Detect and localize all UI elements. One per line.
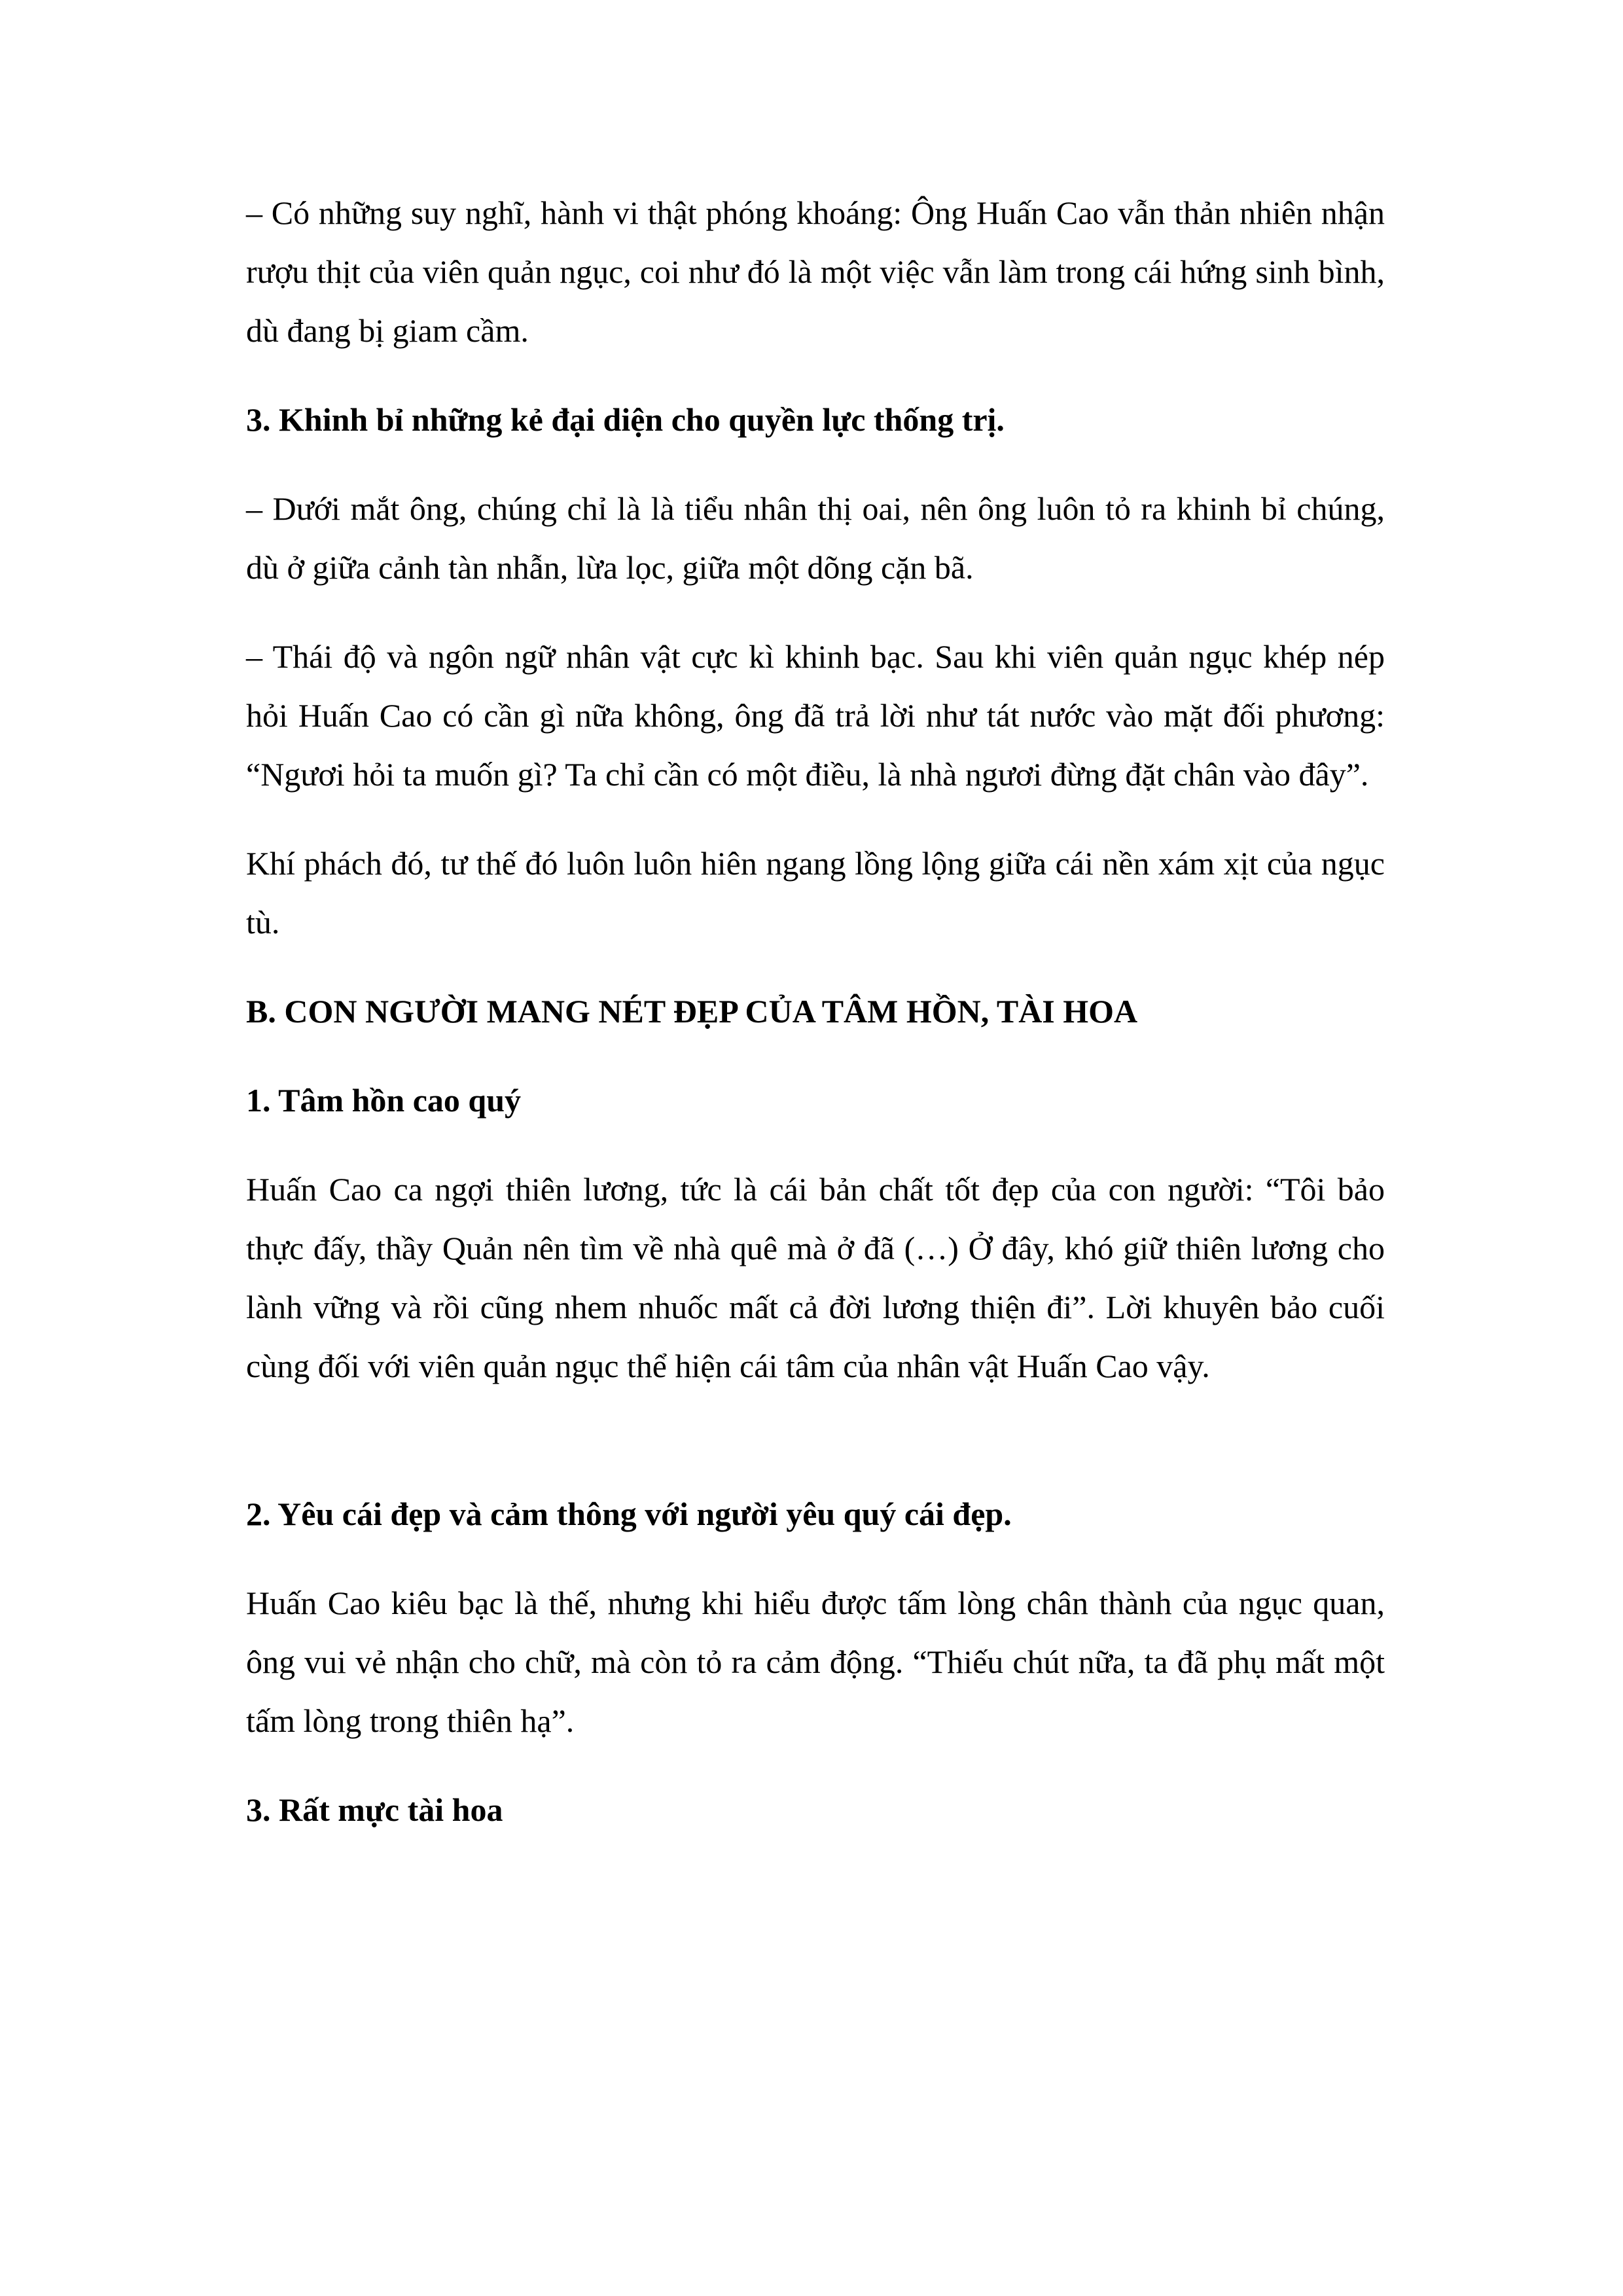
paragraph-spirit: Khí phách đó, tư thế đó luôn luôn hiên ngang lồng lộng giữa cái nền xám xịt của ngục tù. [246, 845, 1385, 941]
heading-talent: 3. Rất mực tài hoa [246, 1791, 503, 1828]
paragraph-sympathy: Huấn Cao kiêu bạc là thế, nhưng khi hiểu được tấm lòng chân thành của ngục quan, ông vui vẻ nhận cho chữ, mà còn tỏ ra cảm động. “Thiếu chút nữa, ta đã phụ mất một tấm lòng trong thiên hạ”. [246, 1585, 1385, 1739]
heading-contempt-for-power: 3. Khinh bỉ những kẻ đại diện cho quyền lực thống trị. [246, 401, 1005, 438]
heading-section-b: B. CON NGƯỜI MANG NÉT ĐẸP CỦA TÂM HỒN, TÀI HOA [246, 993, 1138, 1030]
document-page [246, 183, 1385, 1839]
paragraph-attitude-language: – Thái độ và ngôn ngữ nhân vật cực kì khinh bạc. Sau khi viên quản ngục khép nép hỏi Huấn Cao có cần gì nữa không, ông đã trả lời như tát nước vào mặt đối phương: “Ngươi hỏi ta muốn gì? Ta chỉ cần có một điều, là nhà ngươi đừng đặt chân vào đây”. [246, 638, 1385, 793]
heading-noble-soul: 1. Tâm hồn cao quý [246, 1082, 522, 1119]
paragraph-praise-goodness: Huấn Cao ca ngợi thiên lương, tức là cái bản chất tốt đẹp của con người: “Tôi bảo thực đấy, thầy Quản nên tìm về nhà quê mà ở đã (…) Ở đây, khó giữ thiên lương cho lành vững và rồi cũng nhem nhuốc mất cả đời lương thiện đi”. Lời khuyên bảo cuối cùng đối với viên quản ngục thể hiện cái tâm của nhân vật Huấn Cao vậy. [246, 1171, 1385, 1384]
heading-love-beauty: 2. Yêu cái đẹp và cảm thông với người yêu quý cái đẹp. [246, 1496, 1012, 1532]
paragraph-petty-officials: – Dưới mắt ông, chúng chỉ là là tiểu nhân thị oai, nên ông luôn tỏ ra khinh bỉ chúng, dù ở giữa cảnh tàn nhẫn, lừa lọc, giữa một dõng cặn bã. [246, 490, 1385, 586]
paragraph-carefree-behavior: – Có những suy nghĩ, hành vi thật phóng khoáng: Ông Huấn Cao vẫn thản nhiên nhận rượu thịt của viên quản ngục, coi như đó là một việc vẫn làm trong cái hứng sinh bình, dù đang bị giam cầm. [246, 194, 1385, 349]
